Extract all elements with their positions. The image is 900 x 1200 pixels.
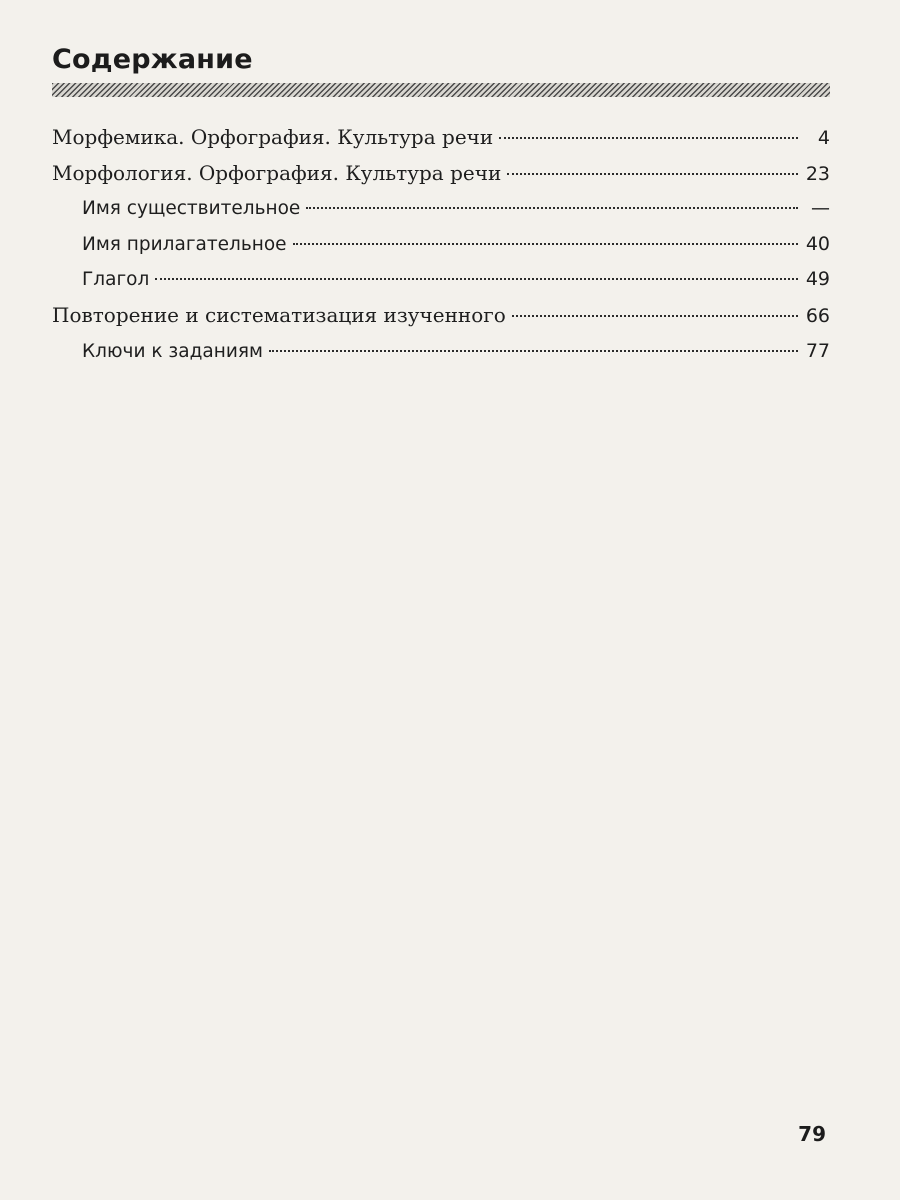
toc-entry-page: 49: [805, 268, 830, 291]
table-of-contents: [52, 124, 830, 373]
toc-entry-page: 23: [805, 162, 830, 185]
hatched-rule: [52, 83, 830, 97]
toc-entry-page: 4: [817, 127, 830, 149]
dot-leader: [155, 278, 798, 280]
dot-leader: [269, 350, 798, 352]
dot-leader: [293, 243, 798, 245]
toc-entry-title: Имя существительное: [82, 198, 301, 220]
toc-entry-title: Ключи к заданиям: [82, 340, 263, 362]
toc-entry-title: Имя прилагательное: [82, 233, 287, 255]
toc-entry-page: 77: [805, 339, 830, 362]
toc-entry-title: Повторение и систематизация изученного: [52, 302, 506, 327]
toc-entry-title: Глагол: [82, 269, 150, 291]
page-number: 79: [798, 1122, 826, 1146]
toc-entry-title: Морфология. Орфография. Культура речи: [52, 160, 502, 185]
toc-entry-title: Морфемика. Орфография. Культура речи: [52, 125, 494, 149]
toc-entry-adjective[interactable]: [52, 231, 830, 267]
toc-entry-verb[interactable]: [52, 266, 830, 302]
toc-entry-morphemics[interactable]: [52, 124, 830, 160]
toc-entry-page: 66: [805, 304, 830, 327]
toc-entry-morphology[interactable]: [52, 160, 830, 196]
dot-leader: [512, 315, 798, 317]
dot-leader: [306, 207, 798, 209]
toc-entry-page: —: [811, 197, 830, 220]
toc-entry-answer-keys[interactable]: [52, 338, 830, 374]
toc-entry-review[interactable]: [52, 302, 830, 338]
dot-leader: [507, 173, 798, 175]
dot-leader: [499, 137, 798, 139]
toc-entry-page: 40: [805, 232, 830, 255]
toc-entry-noun[interactable]: [52, 195, 830, 231]
contents-heading: Содержание: [52, 44, 253, 75]
